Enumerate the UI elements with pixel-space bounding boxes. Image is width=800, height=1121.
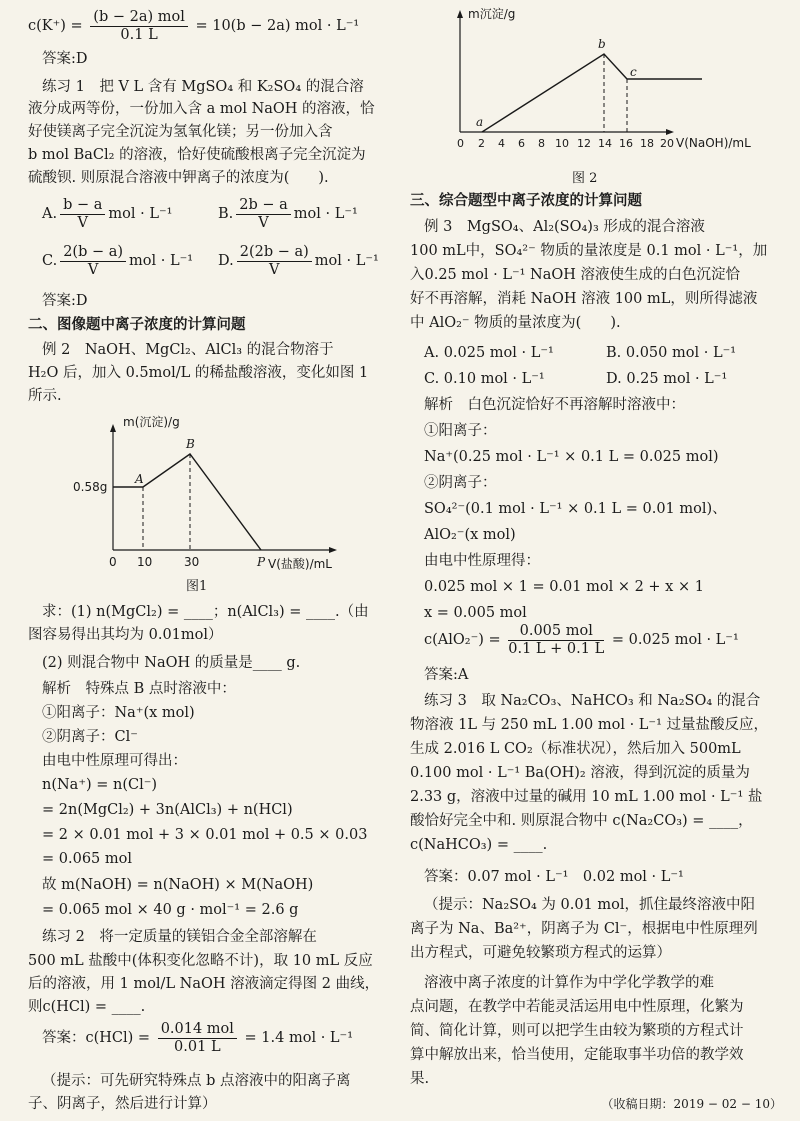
text-line: 后的溶液，用 1 mol/L NaOH 溶液滴定得图 2 曲线， xyxy=(28,976,380,992)
analysis-line: 解析 白色沉淀恰好不再溶解时溶液中： xyxy=(424,397,685,413)
formula-k-concentration: c(K⁺) = $\frac{\text{(b − 2a) mol}}{0.1 L}$ = 10(b − 2a) mol · L⁻¹ xyxy=(28,9,360,43)
text-line: ②阴离子：Cl⁻ xyxy=(42,729,138,745)
point-label-p: P xyxy=(257,555,266,569)
exercise-3-line: 练习 3 取 Na₂CO₃、NaHCO₃ 和 Na₂SO₄ 的混合 xyxy=(424,693,761,709)
text-line: 子、阴离子，然后进行计算） xyxy=(28,1096,217,1112)
equation-line: = 0.065 mol × 40 g · mol⁻¹ = 2.6 g xyxy=(42,902,299,918)
text-line: 500 mL 盐酸中(体积变化忽略不计)，取 10 mL 反应 xyxy=(28,953,373,969)
option-b: B. $\frac{2b - a}{V}$ mol · L⁻¹ xyxy=(218,197,358,231)
curve xyxy=(482,54,702,132)
hint-line: （提示：Na₂SO₄ 为 0.01 mol，抓住最终溶液中阳 xyxy=(424,897,756,913)
x-tick: 8 xyxy=(538,137,545,150)
text-line: ①阳离子： xyxy=(424,423,497,439)
x-tick: 12 xyxy=(577,137,591,150)
answer-line: 答案:D xyxy=(42,51,88,67)
answer-line: 答案：0.07 mol · L⁻¹ 0.02 mol · L⁻¹ xyxy=(424,869,684,885)
x-axis-label: V(NaOH)/mL xyxy=(676,136,751,150)
x-tick: 14 xyxy=(598,137,612,150)
text-line: 硫酸钡. 则原混合溶液中钾离子的浓度为( ). xyxy=(28,170,329,186)
exercise-1-line: 练习 1 把 V L 含有 MgSO₄ 和 K₂SO₄ 的混合溶 xyxy=(42,79,364,95)
received-date: （收稿日期：2019 − 02 − 10） xyxy=(601,1097,782,1111)
text-line: b mol BaCl₂ 的溶液，恰好使硫酸根离子完全沉淀为 xyxy=(28,147,366,163)
text-line: 由电中性原理得： xyxy=(424,553,540,569)
point-label-a: a xyxy=(476,115,484,129)
figure-1-chart xyxy=(43,412,373,571)
text-line: 所示. xyxy=(28,388,62,404)
x-tick: 16 xyxy=(619,137,633,150)
text-line: 液分成两等份，一份加入含 a mol NaOH 的溶液，恰 xyxy=(28,101,375,117)
question-line: (2) 则混合物中 NaOH 的质量是____ g. xyxy=(42,655,301,671)
text-line: ②阴离子： xyxy=(424,475,497,491)
equation-line: = 0.065 mol xyxy=(42,851,132,867)
example-3-line: 例 3 MgSO₄、Al₂(SO₄)₃ 形成的混合溶液 xyxy=(424,219,705,235)
text-line: H₂O 后，加入 0.5mol/L 的稀盐酸溶液，变化如图 1 xyxy=(28,365,369,381)
answer-line: 答案:A xyxy=(424,667,469,683)
text-line: 图容易得出其均为 0.01mol） xyxy=(28,627,223,643)
text-line: 入0.25 mol · L⁻¹ NaOH 溶液使生成的白色沉淀恰 xyxy=(410,267,741,283)
text-line: 生成 2.016 L CO₂（标准状况），然后加入 500mL xyxy=(410,741,741,757)
analysis-line: 解析 特殊点 B 点时溶液中： xyxy=(42,681,236,697)
text-line: 出方程式，可避免较繁琐方程式的运算） xyxy=(410,945,671,961)
text-line: 好使镁离子完全沉淀为氢氧化镁；另一份加入含 xyxy=(28,124,333,140)
y-tick-label: 0.58g xyxy=(73,480,108,494)
text-line: 由电中性原理可得出： xyxy=(42,753,187,769)
option-a: A. 0.025 mol · L⁻¹ xyxy=(424,345,554,361)
point-label-c: c xyxy=(630,65,637,79)
text-line: 物溶液 1L 与 250 mL 1.00 mol · L⁻¹ 过量盐酸反应， xyxy=(410,717,768,733)
formula-alo2-concentration: c(AlO₂⁻) = $\frac{\text{0.005 mol}}{0.1 L + 0.1 L}$ = 0.025 mol · L⁻¹ xyxy=(424,623,739,657)
equation-line: n(Na⁺) = n(Cl⁻) xyxy=(42,777,158,793)
text-line: c(NaHCO₃) = ____. xyxy=(410,837,548,853)
text-line: 好不再溶解，消耗 NaOH 溶液 100 mL，则所得滤液 xyxy=(410,291,758,307)
equation-line: 0.025 mol × 1 = 0.01 mol × 2 + x × 1 xyxy=(424,579,704,595)
option-d: D. 0.25 mol · L⁻¹ xyxy=(606,371,728,387)
text-line: 离子为 Na、Ba²⁺，阴离子为 Cl⁻，根据电中性原理列 xyxy=(410,921,758,937)
x-axis-label: V(盐酸)/mL xyxy=(268,557,332,571)
text-line: 果. xyxy=(410,1071,430,1087)
option-c: C. $\frac{2(b - a)}{V}$ mol · L⁻¹ xyxy=(42,244,194,278)
text-line: 则c(HCl) = ____. xyxy=(28,999,146,1015)
text-line: 100 mL中，SO₄²⁻ 物质的量浓度是 0.1 mol · L⁻¹，加 xyxy=(410,243,768,259)
x-tick-10: 10 xyxy=(137,555,153,569)
hint-line: （提示：可先研究特殊点 b 点溶液中的阳离子离 xyxy=(42,1073,351,1089)
x-tick: 20 xyxy=(660,137,674,150)
x-tick-labels xyxy=(457,137,674,150)
question-line: 求：(1) n(MgCl₂) = ____；n(AlCl₃) = ____.（由 xyxy=(42,604,369,620)
figure-1-caption: 图1 xyxy=(186,579,208,594)
text-line: 2.33 g，溶液中过量的碱用 10 mL 1.00 mol · L⁻¹ 盐 xyxy=(410,789,763,805)
text-line: AlO₂⁻(x mol) xyxy=(424,527,516,543)
text-line: SO₄²⁻(0.1 mol · L⁻¹ × 0.1 L = 0.01 mol)、 xyxy=(424,501,727,517)
x-tick-0: 0 xyxy=(109,555,117,569)
point-label-b: b xyxy=(598,37,606,51)
equation-line: x = 0.005 mol xyxy=(424,605,527,621)
section-heading-2: 二、图像题中离子浓度的计算问题 xyxy=(28,316,246,333)
x-tick: 0 xyxy=(457,137,464,150)
text-line: 简、简化计算，则可以把学生由较为繁琐的方程式计 xyxy=(410,1023,744,1039)
text-line: 算中解放出来，恰当使用，定能取事半功倍的教学效 xyxy=(410,1047,744,1063)
answer-formula: 答案：c(HCl) = $\frac{\text{0.014 mol}}{0.01 L}$ = 1.4 mol · L⁻¹ xyxy=(42,1021,354,1055)
option-c: C. 0.10 mol · L⁻¹ xyxy=(424,371,545,387)
text-line: 酸恰好完全中和. 则原混合物中 c(Na₂CO₃) = ____， xyxy=(410,813,753,829)
text-line: Na⁺(0.25 mol · L⁻¹ × 0.1 L = 0.025 mol) xyxy=(424,449,719,465)
figure-2-caption: 图 2 xyxy=(572,171,598,186)
y-axis-label: m沉淀/g xyxy=(468,7,516,21)
exercise-2-line: 练习 2 将一定质量的镁铝合金全部溶解在 xyxy=(42,929,317,945)
figure-2-chart xyxy=(438,4,778,154)
x-tick-30: 30 xyxy=(184,555,200,569)
x-tick: 18 xyxy=(640,137,654,150)
option-b: B. 0.050 mol · L⁻¹ xyxy=(606,345,737,361)
text-line: ①阳离子：Na⁺(x mol) xyxy=(42,705,195,721)
x-tick: 6 xyxy=(518,137,525,150)
equation-line: = 2n(MgCl₂) + 3n(AlCl₃) + n(HCl) xyxy=(42,802,293,818)
example-2-line: 例 2 NaOH、MgCl₂、AlCl₃ 的混合物溶于 xyxy=(42,342,334,358)
equation-line: 故 m(NaOH) = n(NaOH) × M(NaOH) xyxy=(42,877,314,893)
section-heading-3: 三、综合题型中离子浓度的计算问题 xyxy=(410,192,642,209)
equation-line: = 2 × 0.01 mol + 3 × 0.01 mol + 0.5 × 0.03 xyxy=(42,827,368,843)
x-tick: 2 xyxy=(478,137,485,150)
text-line: 点问题，在教学中若能灵活运用电中性原理，化繁为 xyxy=(410,999,744,1015)
point-label-b: B xyxy=(186,437,195,451)
curve xyxy=(113,454,261,550)
point-label-a: A xyxy=(135,472,144,486)
x-tick: 10 xyxy=(555,137,569,150)
option-a: A. $\frac{b - a}{V}$ mol · L⁻¹ xyxy=(42,197,173,231)
y-axis-label: m(沉淀)/g xyxy=(123,415,180,429)
answer-line: 答案:D xyxy=(42,293,88,309)
option-d: D. $\frac{2(2b - a)}{V}$ mol · L⁻¹ xyxy=(218,244,379,278)
conclusion-line: 溶液中离子浓度的计算作为中学化学教学的难 xyxy=(424,975,714,991)
x-tick: 4 xyxy=(498,137,505,150)
text-line: 中 AlO₂⁻ 物质的量浓度为( ). xyxy=(410,315,621,331)
text-line: 0.100 mol · L⁻¹ Ba(OH)₂ 溶液，得到沉淀的质量为 xyxy=(410,765,750,781)
